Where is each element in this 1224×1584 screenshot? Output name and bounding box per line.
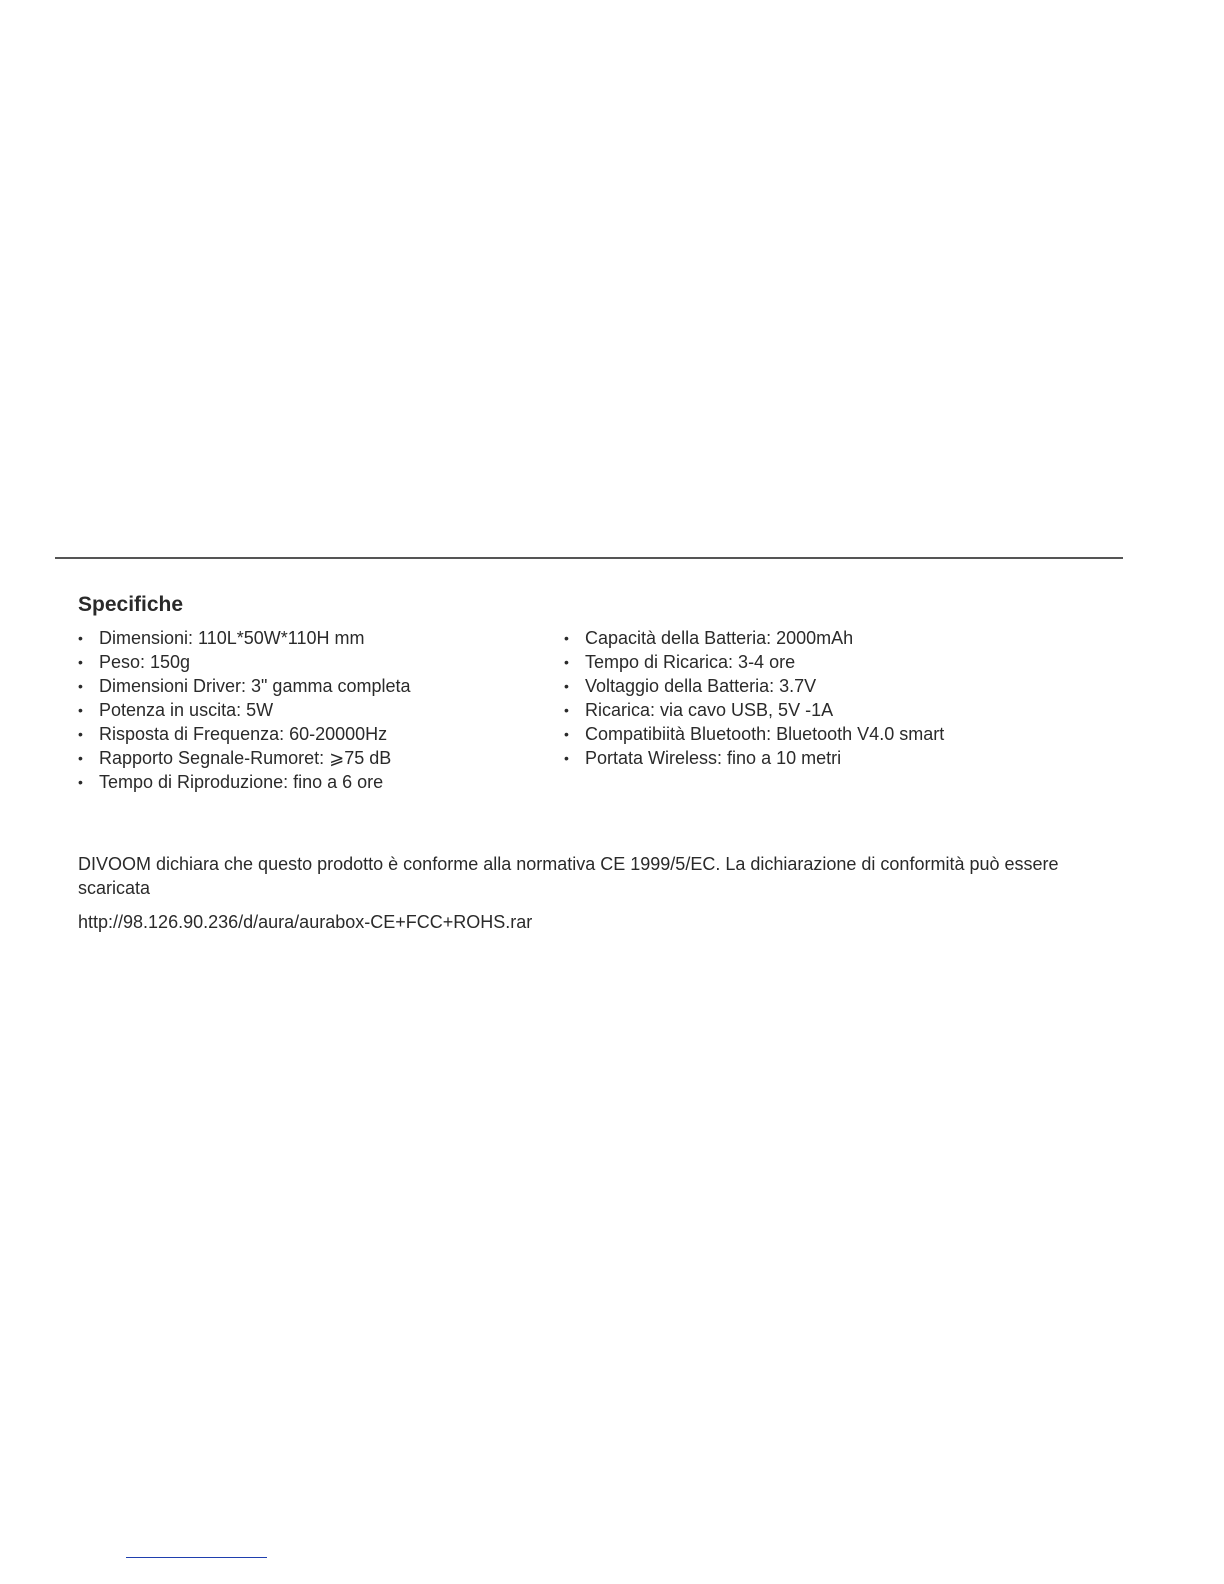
spec-text: Rapporto Segnale-Rumoret: ⩾75 dB xyxy=(99,748,392,768)
bullet-icon: • xyxy=(564,726,569,742)
bullet-icon: • xyxy=(78,654,83,670)
bullet-icon: • xyxy=(78,630,83,646)
spec-text: Tempo di Ricarica: 3-4 ore xyxy=(585,652,796,672)
bullet-icon: • xyxy=(78,678,83,694)
spec-item xyxy=(78,722,538,746)
spec-item xyxy=(564,698,1124,722)
spec-item xyxy=(564,722,1124,746)
bullet-icon: • xyxy=(78,726,83,742)
bullet-icon: • xyxy=(78,774,83,790)
section-divider xyxy=(55,557,1123,559)
bullet-icon: • xyxy=(78,750,83,766)
spec-text: Risposta di Frequenza: 60-20000Hz xyxy=(99,724,388,744)
bullet-icon: • xyxy=(564,654,569,670)
spec-item xyxy=(78,746,538,770)
spec-text: Compatibiità Bluetooth: Bluetooth V4.0 smart xyxy=(585,724,945,744)
spec-text: Portata Wireless: fino a 10 metri xyxy=(585,748,842,768)
bullet-icon: • xyxy=(564,750,569,766)
section-title: Specifiche xyxy=(78,593,184,616)
spec-item xyxy=(78,674,538,698)
spec-text: Voltaggio della Batteria: 3.7V xyxy=(585,676,817,696)
spec-item xyxy=(78,650,538,674)
bullet-icon: • xyxy=(564,630,569,646)
spec-text: Dimensioni Driver: 3" gamma completa xyxy=(99,676,411,696)
conformity-declaration: DIVOOM dichiara che questo prodotto è conforme alla normativa CE 1999/5/EC. La dichiarazione di conformità può essere scaricata xyxy=(78,854,1059,898)
footer-underline xyxy=(126,1557,267,1558)
bullet-icon: • xyxy=(564,678,569,694)
specs-list-right xyxy=(564,626,1124,770)
specs-list-left xyxy=(78,626,538,794)
spec-item xyxy=(564,674,1124,698)
spec-item xyxy=(564,626,1124,650)
spec-item xyxy=(78,698,538,722)
spec-text: Peso: 150g xyxy=(99,652,191,672)
spec-text: Dimensioni: 110L*50W*110H mm xyxy=(99,628,365,648)
spec-text: Capacità della Batteria: 2000mAh xyxy=(585,628,854,648)
bullet-icon: • xyxy=(78,702,83,718)
bullet-icon: • xyxy=(564,702,569,718)
declaration-download-link[interactable]: http://98.126.90.236/d/aura/aurabox-CE+FCC+ROHS.rar xyxy=(78,912,533,932)
spec-text: Potenza in uscita: 5W xyxy=(99,700,274,720)
spec-text: Tempo di Riproduzione: fino a 6 ore xyxy=(99,772,384,792)
spec-item xyxy=(78,770,538,794)
spec-item xyxy=(78,626,538,650)
spec-text: Ricarica: via cavo USB, 5V -1A xyxy=(585,700,834,720)
spec-item xyxy=(564,650,1124,674)
spec-item xyxy=(564,746,1124,770)
